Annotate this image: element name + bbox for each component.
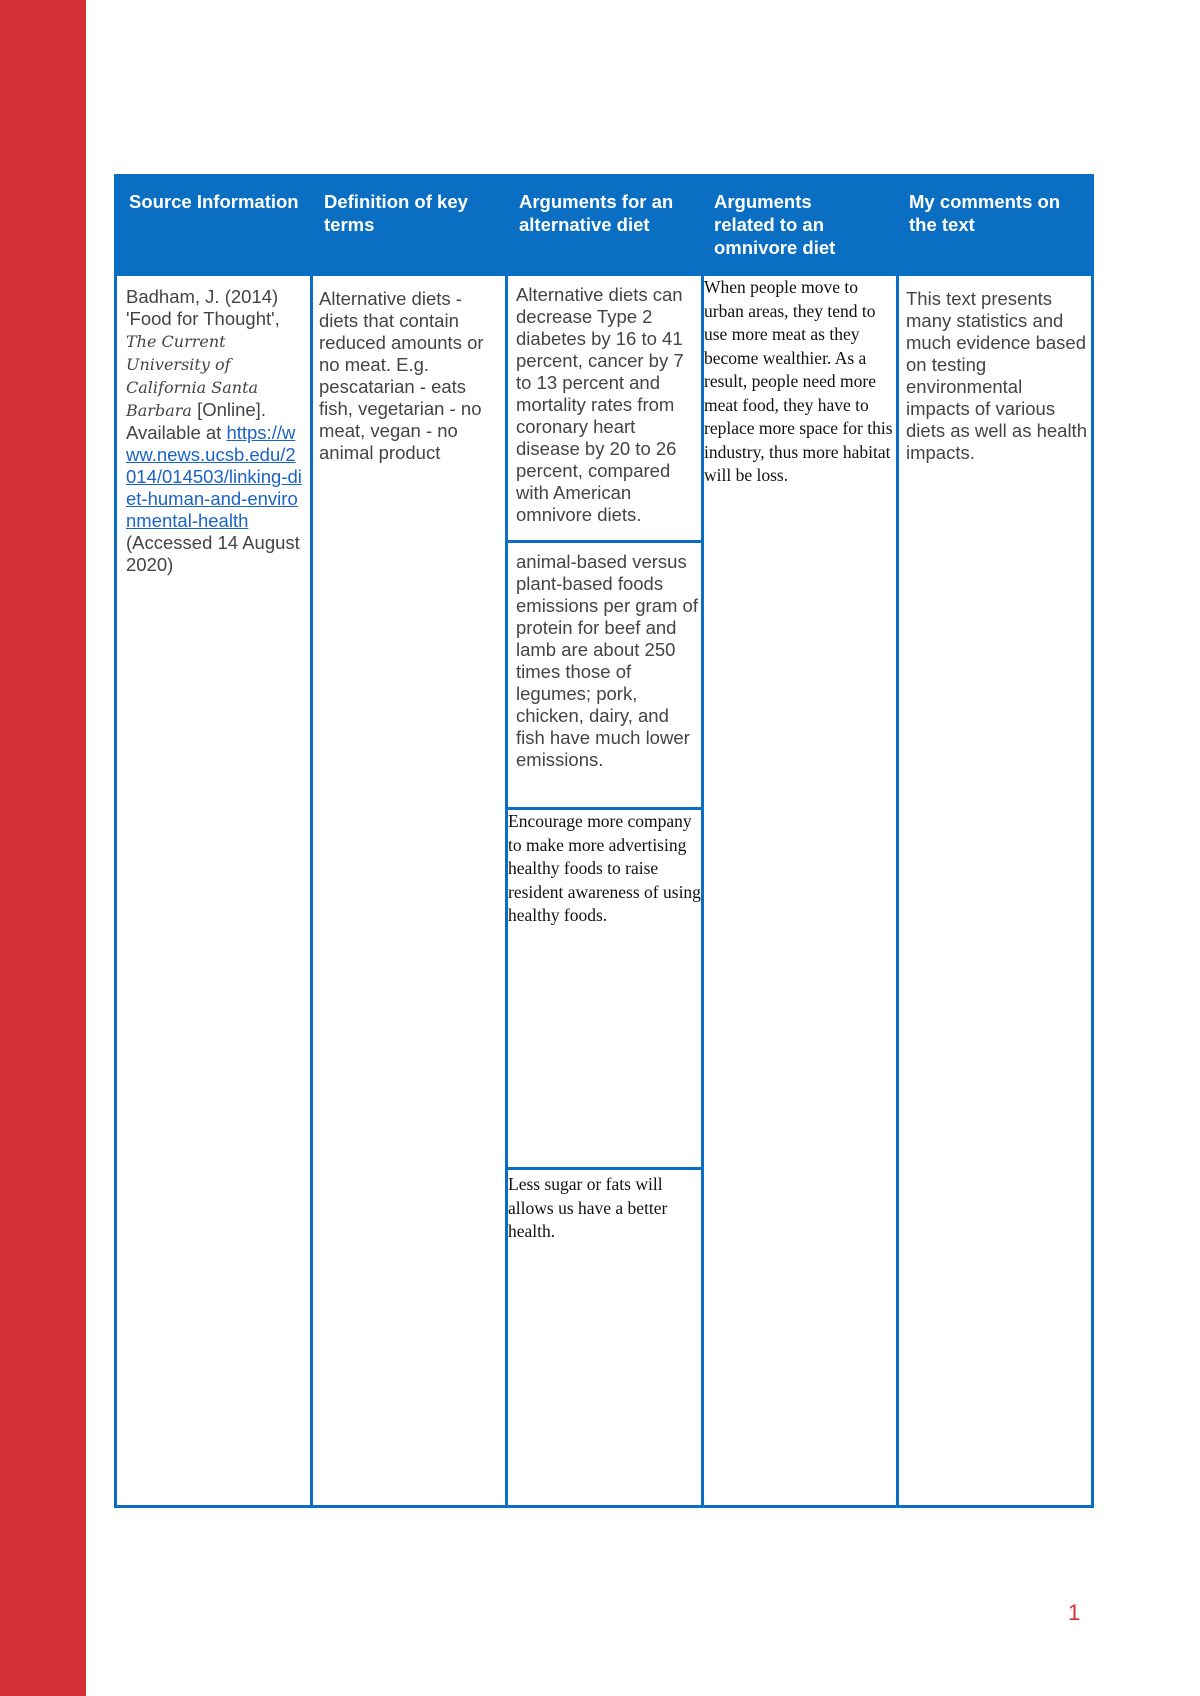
- alternative-arg-text-3: Encourage more company to make more advertising healthy foods to raise resident awareness of using healthy foods.: [508, 811, 701, 925]
- source-url-link[interactable]: https://www.news.ucsb.edu/2014/014503/linking-diet-human-and-environmental-health: [126, 422, 302, 531]
- header-arguments-omnivore: Arguments related to an omnivore diet: [714, 191, 836, 258]
- alternative-arg-box-4: [505, 1167, 704, 1508]
- online-label: [Online]. Available at: [126, 399, 266, 443]
- citation-start: Badham, J. (2014) 'Food for Thought',: [126, 286, 280, 329]
- source-information-cell: [114, 276, 313, 1508]
- header-definition-key-terms: Definition of key terms: [324, 191, 468, 235]
- alternative-arg-text-2: animal-based versus plant-based foods emissions per gram of protein for beef and lamb are about 250 times those of legumes; pork, chicken, dairy, and fish have much lower emissions.: [516, 551, 698, 770]
- definition-cell: [310, 276, 508, 1508]
- alternative-arg-box-1: [505, 276, 704, 543]
- alternative-arg-box-2: [505, 540, 704, 810]
- header-my-comments: My comments on the text: [909, 191, 1061, 235]
- notes-table: [114, 174, 1094, 1508]
- table-header-row: [114, 174, 1094, 276]
- definition-text: Alternative diets - diets that contain reduced amounts or no meat. E.g. pescatarian - eats fish, vegetarian - no meat, vegan - no animal product: [319, 288, 484, 463]
- alternative-arg-text-1: Alternative diets can decrease Type 2 diabetes by 16 to 41 percent, cancer by 7 to 13 percent and mortality rates from coronary heart disease by 20 to 26 percent, compared with American omnivore diets.: [516, 284, 684, 525]
- header-arguments-alternative: Arguments for an alternative diet: [519, 191, 674, 235]
- citation-text: [126, 286, 304, 576]
- omnivore-text: When people move to urban areas, they tend to use more meat as they become wealthier. As a result, people need more meat food, they have to replace more space for this industry, thus more habitat will be loss.: [704, 277, 893, 485]
- alternative-arg-box-3: [505, 807, 704, 1170]
- header-source-information: Source Information: [129, 191, 299, 212]
- red-side-band: [0, 0, 86, 1696]
- page-number: 1: [1068, 1600, 1081, 1625]
- omnivore-args-cell: [701, 276, 899, 1508]
- comments-text: This text presents many statistics and much evidence based on testing environmental impacts of various diets as well as health impacts.: [906, 288, 1087, 463]
- journal-title: The Current University of California Santa Barbara: [126, 332, 259, 420]
- alternative-arg-text-4: Less sugar or fats will allows us have a better health.: [508, 1174, 668, 1241]
- accessed-date: (Accessed 14 August 2020): [126, 532, 300, 575]
- comments-cell: [896, 276, 1094, 1508]
